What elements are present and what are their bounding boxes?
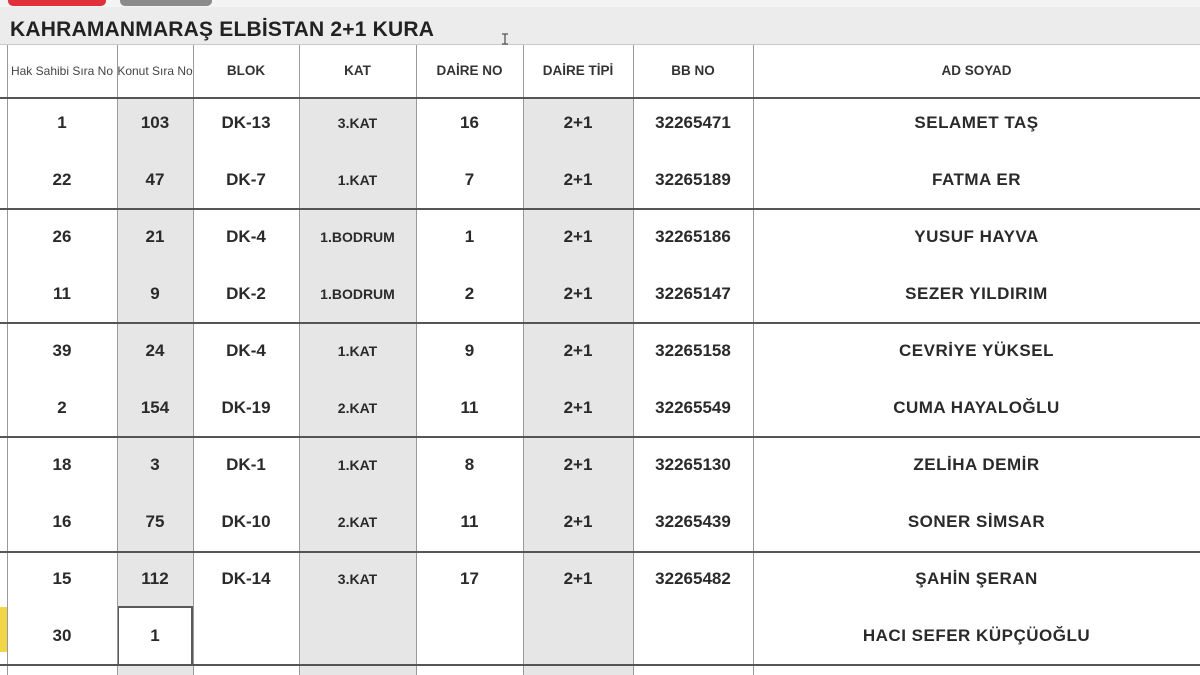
sheet-tab-inactive[interactable] (120, 0, 212, 6)
table-cell-konut[interactable]: 103 (140, 113, 170, 132)
table-cell-blok[interactable]: DK-2 (226, 284, 266, 303)
table-cell-tip[interactable]: 2+1 (563, 569, 593, 588)
table-cell-hak[interactable]: 39 (52, 341, 72, 360)
table-cell-blok[interactable]: DK-13 (221, 113, 271, 132)
table-cell-bb[interactable]: 32265186 (655, 227, 731, 246)
header-separator (0, 97, 1200, 99)
table-cell-blok[interactable]: DK-14 (221, 569, 271, 588)
group-separator (0, 208, 1200, 210)
table-cell-bb[interactable]: 32265189 (655, 170, 731, 189)
table-cell-konut[interactable]: 9 (150, 284, 160, 303)
group-separator (0, 322, 1200, 324)
table-cell-daire[interactable]: 9 (464, 341, 475, 360)
table-cell-ad[interactable]: YUSUF HAYVA (914, 227, 1039, 246)
table-cell-ad[interactable]: SONER SİMSAR (907, 512, 1046, 531)
group-separator (0, 664, 1200, 666)
table-cell-kat[interactable]: 2.KAT (337, 514, 378, 530)
table-cell-hak[interactable]: 11 (53, 284, 71, 303)
table-cell-tip[interactable]: 2+1 (563, 398, 593, 417)
table-cell-hak[interactable]: 18 (52, 455, 72, 474)
table-cell-bb[interactable]: 32265549 (655, 398, 731, 417)
table-cell-hak[interactable]: 15 (52, 569, 72, 588)
table-cell-konut[interactable]: 47 (145, 170, 165, 189)
table-cell-daire[interactable]: 17 (460, 569, 479, 588)
table-cell-tip[interactable]: 2+1 (563, 455, 593, 474)
table-cell-bb[interactable]: 32265130 (655, 455, 731, 474)
table-cell-konut[interactable]: 112 (141, 569, 169, 588)
table-cell-ad[interactable]: CUMA HAYALOĞLU (893, 398, 1060, 417)
header-hak-sahibi[interactable]: Hak Sahibi Sıra No (10, 64, 114, 78)
table-cell-hak[interactable]: 30 (52, 626, 72, 645)
table-cell-bb[interactable] (633, 619, 753, 653)
table-cell-daire[interactable]: 16 (460, 113, 479, 132)
table-cell-daire[interactable]: 11 (460, 512, 479, 531)
header-ad-soyad[interactable]: AD SOYAD (941, 63, 1012, 78)
table-cell-konut[interactable]: 154 (140, 398, 170, 417)
table-cell-ad[interactable]: SEZER YILDIRIM (905, 284, 1048, 303)
table-cell-kat[interactable]: 1.BODRUM (320, 229, 395, 245)
table-cell-bb[interactable]: 32265471 (655, 113, 731, 132)
table-cell-konut[interactable]: 1 (150, 626, 160, 645)
table-cell-blok[interactable]: DK-7 (226, 170, 266, 189)
table-cell-tip[interactable]: 2+1 (563, 170, 593, 189)
table-cell-hak[interactable]: 22 (52, 170, 72, 189)
table-cell-blok[interactable]: DK-10 (221, 512, 271, 531)
table-cell-kat[interactable]: 1.KAT (337, 343, 378, 359)
table-cell-ad[interactable]: ZELİHA DEMİR (913, 455, 1040, 474)
table-cell-blok[interactable]: DK-4 (226, 227, 266, 246)
table-cell-tip[interactable]: 2+1 (563, 512, 593, 531)
table-cell-daire[interactable] (416, 619, 523, 653)
table-cell-daire[interactable]: 7 (464, 170, 475, 189)
row-selection-marker (0, 607, 7, 652)
table-cell-blok[interactable]: DK-1 (226, 455, 266, 474)
table-cell-hak[interactable]: 1 (57, 113, 67, 132)
table-cell-kat[interactable]: 3.KAT (337, 571, 378, 587)
table-cell-konut[interactable]: 21 (145, 227, 165, 246)
table-cell-kat[interactable] (299, 619, 416, 653)
table-cell-tip[interactable] (523, 619, 633, 653)
table-cell-kat[interactable]: 1.BODRUM (320, 286, 395, 302)
table-cell-daire[interactable]: 1 (464, 227, 475, 246)
group-separator (0, 436, 1200, 438)
table-cell-bb[interactable]: 32265482 (655, 569, 731, 588)
table-cell-tip[interactable]: 2+1 (563, 113, 593, 132)
table-cell-ad[interactable]: FATMA ER (932, 170, 1021, 189)
table-cell-kat[interactable]: 2.KAT (337, 400, 378, 416)
table-cell-bb[interactable]: 32265147 (655, 284, 731, 303)
table-cell-kat[interactable]: 1.KAT (337, 172, 378, 188)
table-cell-bb[interactable]: 32265439 (655, 512, 731, 531)
group-separator (0, 551, 1200, 553)
sheet-title-bar (0, 7, 1200, 45)
table-cell-ad[interactable]: CEVRİYE YÜKSEL (898, 341, 1054, 360)
sheet-tab-active[interactable] (8, 0, 106, 6)
header-bb-no[interactable]: BB NO (671, 63, 715, 78)
header-daire-no[interactable]: DAİRE NO (436, 63, 503, 78)
table-cell-ad[interactable]: HACI SEFER KÜPÇÜOĞLU (862, 626, 1091, 645)
table-cell-kat[interactable]: 1.KAT (337, 457, 378, 473)
header-kat[interactable]: KAT (344, 63, 371, 78)
table-cell-daire[interactable]: 2 (464, 284, 475, 303)
table-cell-blok[interactable]: DK-19 (221, 398, 271, 417)
table-cell-daire[interactable]: 8 (464, 455, 475, 474)
table-cell-daire[interactable]: 11 (460, 398, 479, 417)
table-cell-konut[interactable]: 24 (145, 341, 165, 360)
header-konut[interactable]: Konut Sıra No (117, 64, 193, 78)
text-cursor-icon (498, 32, 512, 46)
table-cell-konut[interactable]: 3 (150, 455, 160, 474)
table-cell-hak[interactable]: 16 (52, 512, 72, 531)
table-cell-tip[interactable]: 2+1 (563, 227, 593, 246)
header-daire-tipi[interactable]: DAİRE TİPİ (542, 63, 614, 78)
table-cell-konut[interactable]: 75 (145, 512, 165, 531)
table-cell-tip[interactable]: 2+1 (563, 341, 593, 360)
table-cell-ad[interactable]: ŞAHİN ŞERAN (915, 569, 1038, 588)
table-cell-kat[interactable]: 3.KAT (337, 115, 378, 131)
sheet-title: KAHRAMANMARAŞ ELBİSTAN 2+1 KURA (10, 18, 435, 41)
header-blok[interactable]: BLOK (226, 63, 266, 78)
table-cell-ad[interactable]: SELAMET TAŞ (914, 113, 1039, 132)
table-cell-hak[interactable]: 2 (57, 398, 67, 417)
table-cell-hak[interactable]: 26 (52, 227, 72, 246)
table-cell-blok[interactable] (193, 619, 299, 653)
table-cell-tip[interactable]: 2+1 (563, 284, 593, 303)
table-cell-bb[interactable]: 32265158 (655, 341, 731, 360)
table-cell-blok[interactable]: DK-4 (226, 341, 266, 360)
